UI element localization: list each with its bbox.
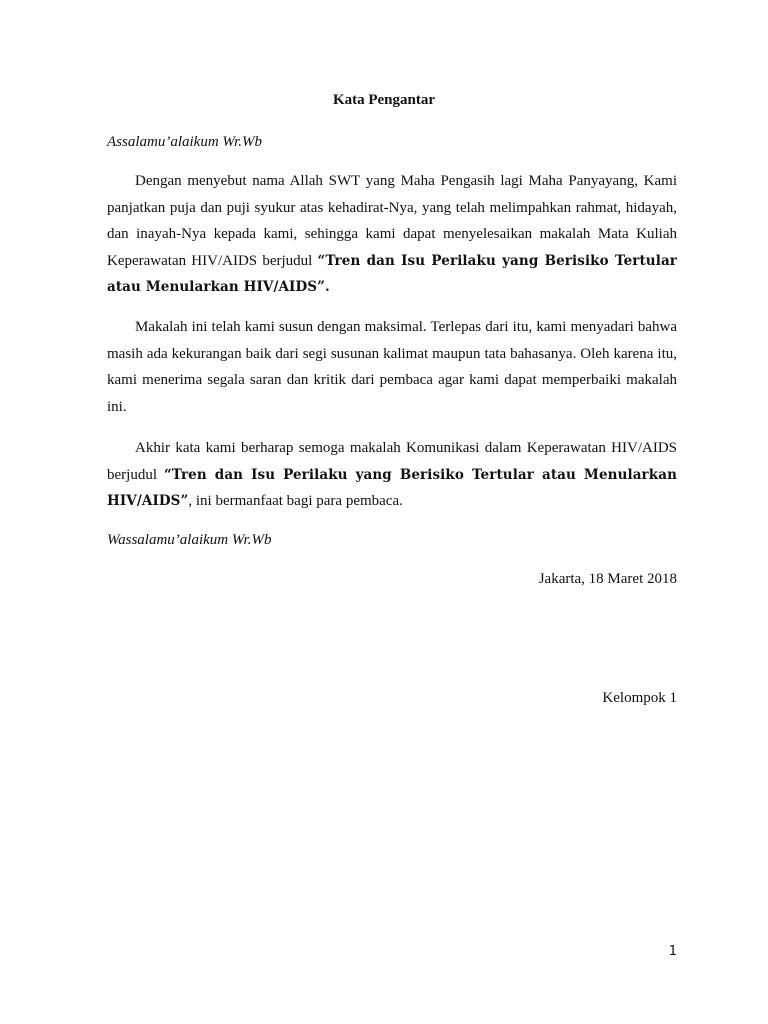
place-date: Jakarta, 18 Maret 2018 bbox=[538, 571, 677, 587]
paragraph-1-text: Dengan menyebut nama Allah SWT yang Maha Pengasih lagi Maha Panyayang, Kami panjatkan puja dan puji syukur atas kehadirat-Nya, yang telah melimpahkan rahmat, hidayah, dan inayah-Nya kepada kami, sehingga kami dapat menyelesaikan makalah Mata Kuliah Keperawatan HIV/AIDS berjudul bbox=[107, 173, 677, 269]
paragraph-3-tail: , ini bermanfaat bagi para pembaca. bbox=[188, 493, 403, 509]
paragraph-1 bbox=[107, 168, 677, 301]
closing-greeting: Wassalamu’alaikum Wr.Wb bbox=[107, 532, 272, 548]
paragraph-3-text: Akhir kata kami berharap semoga makalah Komunikasi dalam Keperawatan HIV/AIDS berjudul bbox=[107, 440, 677, 483]
paragraph-3-title: “Tren dan Isu Perilaku yang Berisiko Tertular atau Menularkan HIV/AIDS” bbox=[107, 466, 677, 509]
page-title: Kata Pengantar bbox=[332, 92, 436, 108]
paragraph-2 bbox=[107, 314, 677, 420]
opening-greeting: Assalamu’alaikum Wr.Wb bbox=[107, 134, 262, 150]
paragraph-1-title: “Tren dan Isu Perilaku yang Berisiko Tertular atau Menularkan HIV/AIDS”. bbox=[107, 252, 678, 295]
page-number: 1 bbox=[668, 944, 677, 959]
paragraph-3 bbox=[107, 435, 677, 515]
paragraph-2-text: Makalah ini telah kami susun dengan maksimal. Terlepas dari itu, kami menyadari bahwa masih ada kekurangan baik dari segi susunan kalimat maupun tata bahasanya. Oleh karena itu, kami menerima segala saran dan kritik dari pembaca agar kami dapat memperbaiki makalah ini. bbox=[107, 319, 677, 415]
signature: Kelompok 1 bbox=[602, 690, 677, 706]
